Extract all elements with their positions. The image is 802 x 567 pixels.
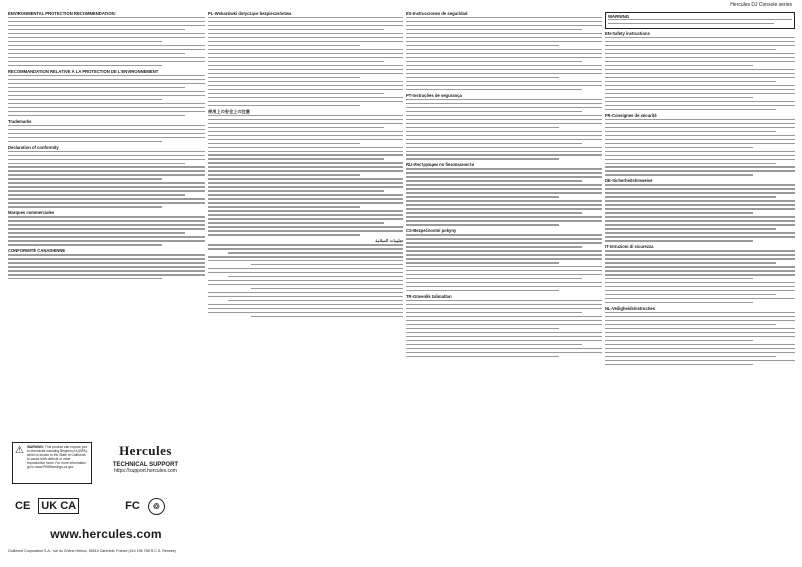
it-heading: IT-Istruzioni di sicurezza bbox=[605, 244, 654, 250]
certification-marks bbox=[13, 494, 198, 518]
ar-heading: تعليمات السلامة bbox=[375, 238, 403, 244]
pt-text bbox=[406, 99, 602, 160]
env-heading: ENVIRONMENTAL PROTECTION RECOMMENDATION: bbox=[8, 11, 116, 16]
trademarks-text bbox=[8, 125, 205, 142]
support-url[interactable]: https://support.hercules.com bbox=[114, 468, 177, 474]
warning-box-text bbox=[608, 19, 792, 24]
marques-heading: Marques commerciales bbox=[8, 210, 55, 216]
declaration-text bbox=[8, 151, 205, 208]
recycle-icon: ♲ bbox=[148, 498, 165, 515]
pl-heading: PL-Wskazówki dotyczące bezpieczeństwa bbox=[208, 11, 292, 16]
de-heading: DE-Sicherheitshinweise bbox=[605, 178, 653, 184]
pt-heading: PT-Instruções de segurança bbox=[406, 92, 462, 98]
cs-heading: CS-Bezpečnostní pokyny bbox=[406, 228, 457, 234]
pl-text bbox=[208, 17, 403, 106]
column-2 bbox=[208, 10, 403, 557]
tr-text bbox=[406, 300, 602, 357]
warning-triangle-icon: ⚠ bbox=[15, 445, 24, 456]
column-3 bbox=[406, 10, 602, 557]
ce-mark-icon: CE bbox=[15, 500, 31, 512]
en-text bbox=[605, 37, 795, 110]
prop65-text: This product can expose you to chemicals including Bisphenol A (BPA), which is known to the State of California to cause birth defects or other reproductive harm. For more information go to www.P65Warnings.ca.gov bbox=[26, 445, 88, 469]
ru-heading: RU-Инструкции по безопасности bbox=[406, 162, 475, 168]
prop65-warning bbox=[12, 442, 92, 484]
website-url[interactable]: www.hercules.com bbox=[50, 527, 162, 541]
ukca-mark-icon: UK CA bbox=[38, 498, 79, 514]
es-heading: ES-Instrucciones de seguridad bbox=[406, 11, 468, 16]
env-fr-text bbox=[8, 75, 205, 116]
cs-text bbox=[406, 234, 602, 291]
it-text bbox=[605, 250, 795, 303]
ca-text bbox=[8, 254, 205, 279]
de-text bbox=[605, 184, 795, 241]
ca-heading: CONFORMITÉ CANADIENNE bbox=[8, 248, 66, 254]
document-title: Hercules DJ Console series bbox=[730, 2, 792, 8]
ru-text bbox=[406, 168, 602, 225]
company-address: Guillemot Corporation S.A., rue du Chêne Héleux, 56910 Carentoir, France (414 196 758 R.C.S. Rennes) bbox=[8, 549, 176, 553]
tr-heading: TR-Güvenlik talimatları bbox=[406, 293, 452, 299]
en-heading: EN-Safety instructions bbox=[605, 30, 650, 36]
nl-text bbox=[605, 312, 795, 365]
nl-heading: NL-Veiligheidsinstructies bbox=[605, 305, 656, 311]
env-fr-heading: RECOMMANDATION RELATIVE À LA PROTECTION DE L'ENVIRONNEMENT bbox=[8, 68, 159, 74]
hercules-logo: Hercules bbox=[119, 443, 172, 458]
warning-box bbox=[605, 12, 795, 29]
support-title: TECHNICAL SUPPORT bbox=[112, 462, 179, 468]
fr-heading: FR-Consignes de sécurité bbox=[605, 112, 657, 118]
fcc-mark-icon: FC bbox=[125, 500, 140, 512]
trademarks-heading: Trademarks bbox=[8, 118, 32, 124]
ar-text bbox=[208, 244, 403, 317]
declaration-heading: Declaration of conformity bbox=[8, 144, 59, 150]
marques-text bbox=[8, 216, 205, 245]
fr-text bbox=[605, 119, 795, 176]
brand-block bbox=[103, 443, 188, 474]
column-4 bbox=[605, 10, 795, 557]
env-text bbox=[8, 17, 205, 66]
es-text bbox=[406, 17, 602, 90]
prop65-label: WARNING: bbox=[26, 445, 45, 449]
jp-text bbox=[208, 115, 403, 236]
warning-title: WARNING bbox=[608, 14, 630, 19]
jp-heading: 使用上の安全上の注意 bbox=[208, 108, 250, 114]
